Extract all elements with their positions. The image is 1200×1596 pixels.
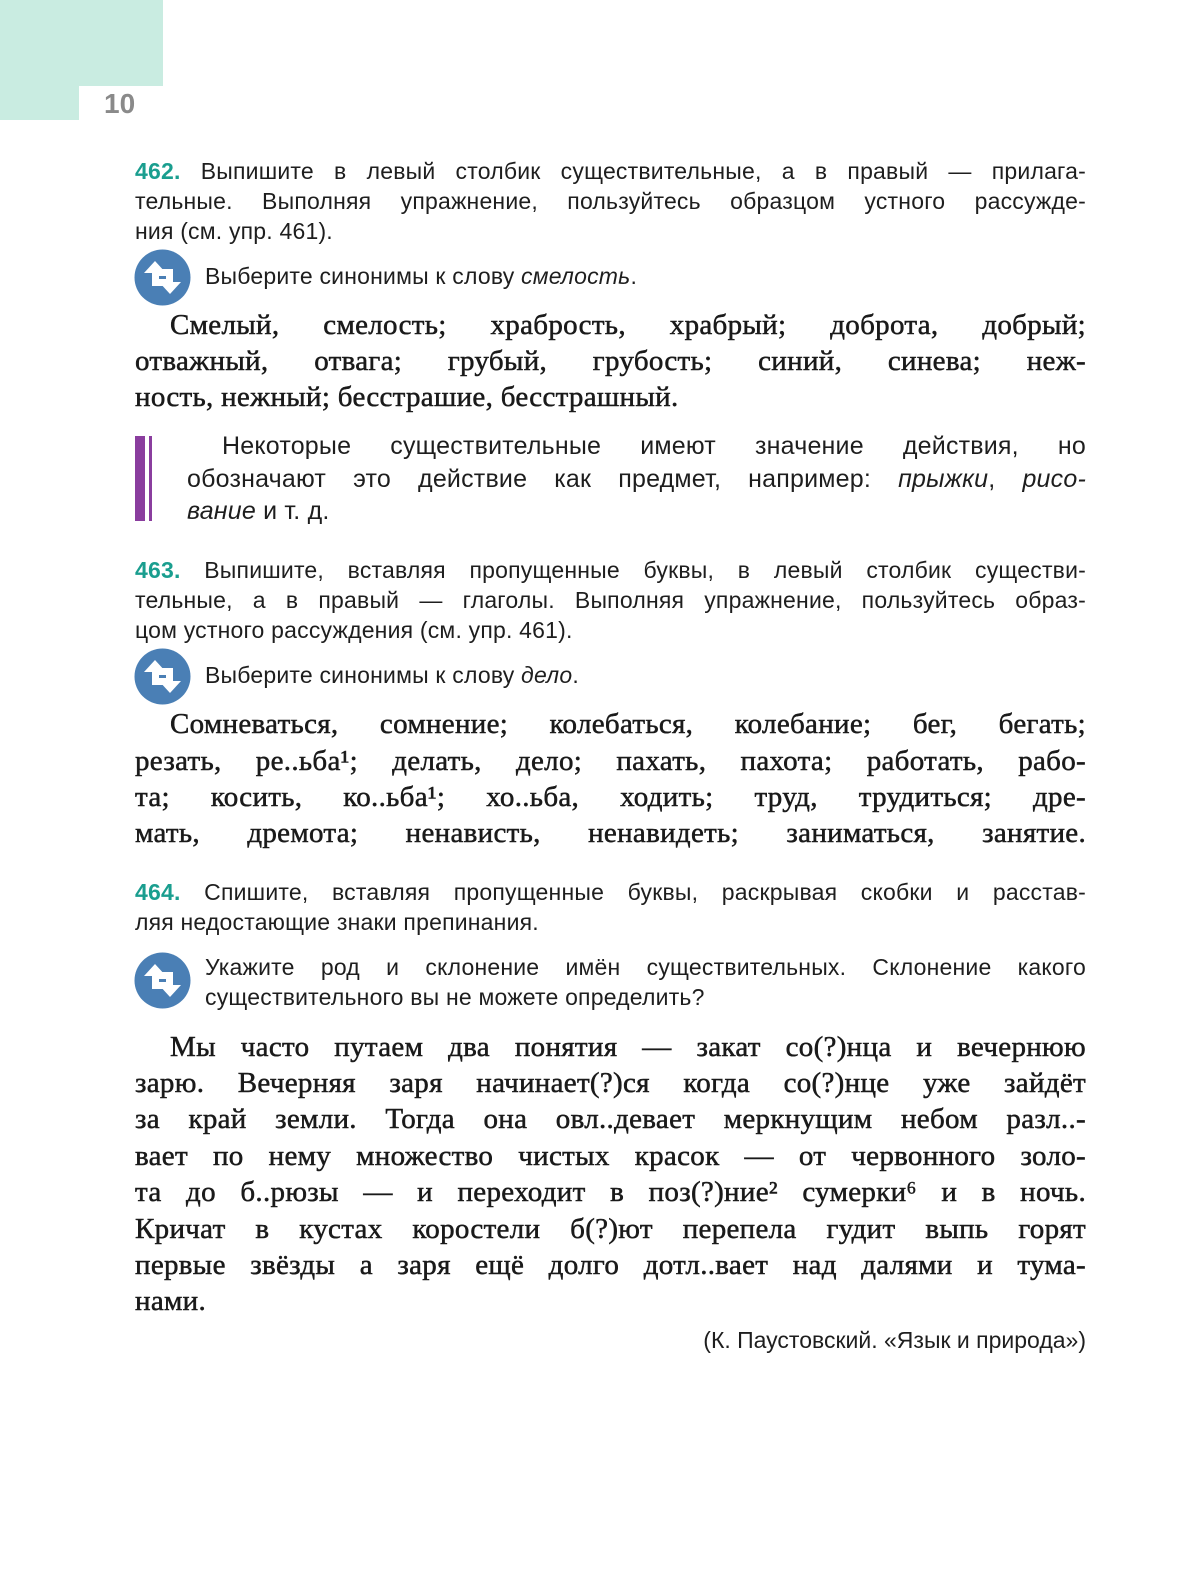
- ex463-text-line: мать, дремота; ненависть, ненавидеть; заниматься, занятие.: [135, 817, 1086, 849]
- exercise-number: 464.: [135, 879, 181, 905]
- ex464-text-line: вает по нему множество чистых красок — от червонного золо-: [135, 1140, 1086, 1172]
- ex463-task: Выберите синонимы к слову дело.: [205, 662, 579, 688]
- ex463-line: тельные, а в правый — глаголы. Выполняя упражнение, пользуйтесь образ-: [135, 587, 1086, 613]
- ex464-text-line: та до б..рюзы — и переходит в поз(?)ние² сумерки⁶ и в ночь.: [135, 1176, 1086, 1208]
- ex462-line: ния (см. упр. 461).: [135, 218, 333, 244]
- rule-line: вание и т. д.: [187, 497, 330, 525]
- ex462-text-line: отважный, отвага; грубый, грубость; синий, синева; неж-: [135, 345, 1086, 377]
- repeat-arrows-icon: [134, 648, 191, 705]
- rule-line: обозначают это действие как предмет, например: прыжки, рисо-: [187, 465, 1086, 493]
- ex464-text-line: за край земли. Тогда она овл..девает меркнущим небом разл..-: [135, 1103, 1086, 1135]
- corner-decoration: [0, 0, 163, 86]
- ex464-text-line: зарю. Вечерняя заря начинает(?)ся когда со(?)нце уже зайдёт: [135, 1067, 1086, 1099]
- ex462-text-line: Смелый, смелость; храбрость, храбрый; доброта, добрый;: [170, 309, 1086, 341]
- ex464-task: существительного вы не можете определить?: [205, 984, 705, 1010]
- rule-bar: [135, 436, 145, 521]
- ex463-line: цом устного рассуждения (см. упр. 461).: [135, 617, 573, 643]
- exercise-number: 462.: [135, 158, 181, 184]
- ex464-task: Укажите род и склонение имён существительных. Склонение какого: [205, 954, 1086, 980]
- ex464-text-line: Мы часто путаем два понятия — закат со(?)нца и вечернюю: [170, 1031, 1086, 1063]
- ex464-text-line: Кричат в кустах коростели б(?)ют перепела гудит выпь горят: [135, 1213, 1086, 1245]
- ex464-line: ляя недостающие знаки препинания.: [135, 909, 539, 935]
- ex462-line: 462. Выпишите в левый столбик существительные, а в правый — прилага-: [135, 158, 1086, 184]
- ex463-text-line: резать, ре..ьба¹; делать, дело; пахать, пахота; работать, рабо-: [135, 745, 1086, 777]
- ex463-text-line: Сомневаться, сомнение; колебаться, колебание; бег, бегать;: [170, 708, 1086, 740]
- ex462-line: тельные. Выполняя упражнение, пользуйтесь образцом устного рассужде-: [135, 188, 1086, 214]
- rule-line: Некоторые существительные имеют значение действия, но: [222, 432, 1086, 460]
- ex464-line: 464. Спишите, вставляя пропущенные буквы, раскрывая скобки и расстав-: [135, 879, 1087, 905]
- rule-bar-thin: [149, 436, 152, 521]
- exercise-number: 463.: [135, 557, 181, 583]
- repeat-arrows-icon: [134, 952, 191, 1009]
- repeat-arrows-icon: [134, 249, 191, 306]
- ex463-line: 463. Выпишите, вставляя пропущенные буквы, в левый столбик существи-: [135, 557, 1087, 583]
- ex464-text-line: нами.: [135, 1285, 207, 1317]
- attribution: (К. Паустовский. «Язык и природа»): [703, 1327, 1086, 1353]
- page-number: 10: [104, 88, 136, 119]
- ex462-text-line: ность, нежный; бесстрашие, бесстрашный.: [135, 381, 679, 413]
- corner-decoration-tab: [0, 86, 79, 120]
- ex463-text-line: та; косить, ко..ьба¹; хо..ьба, ходить; труд, трудиться; дре-: [135, 781, 1086, 813]
- ex462-task: Выберите синонимы к слову смелость.: [205, 263, 638, 289]
- ex464-text-line: первые звёзды а заря ещё долго дотл..вает над далями и тума-: [135, 1249, 1086, 1281]
